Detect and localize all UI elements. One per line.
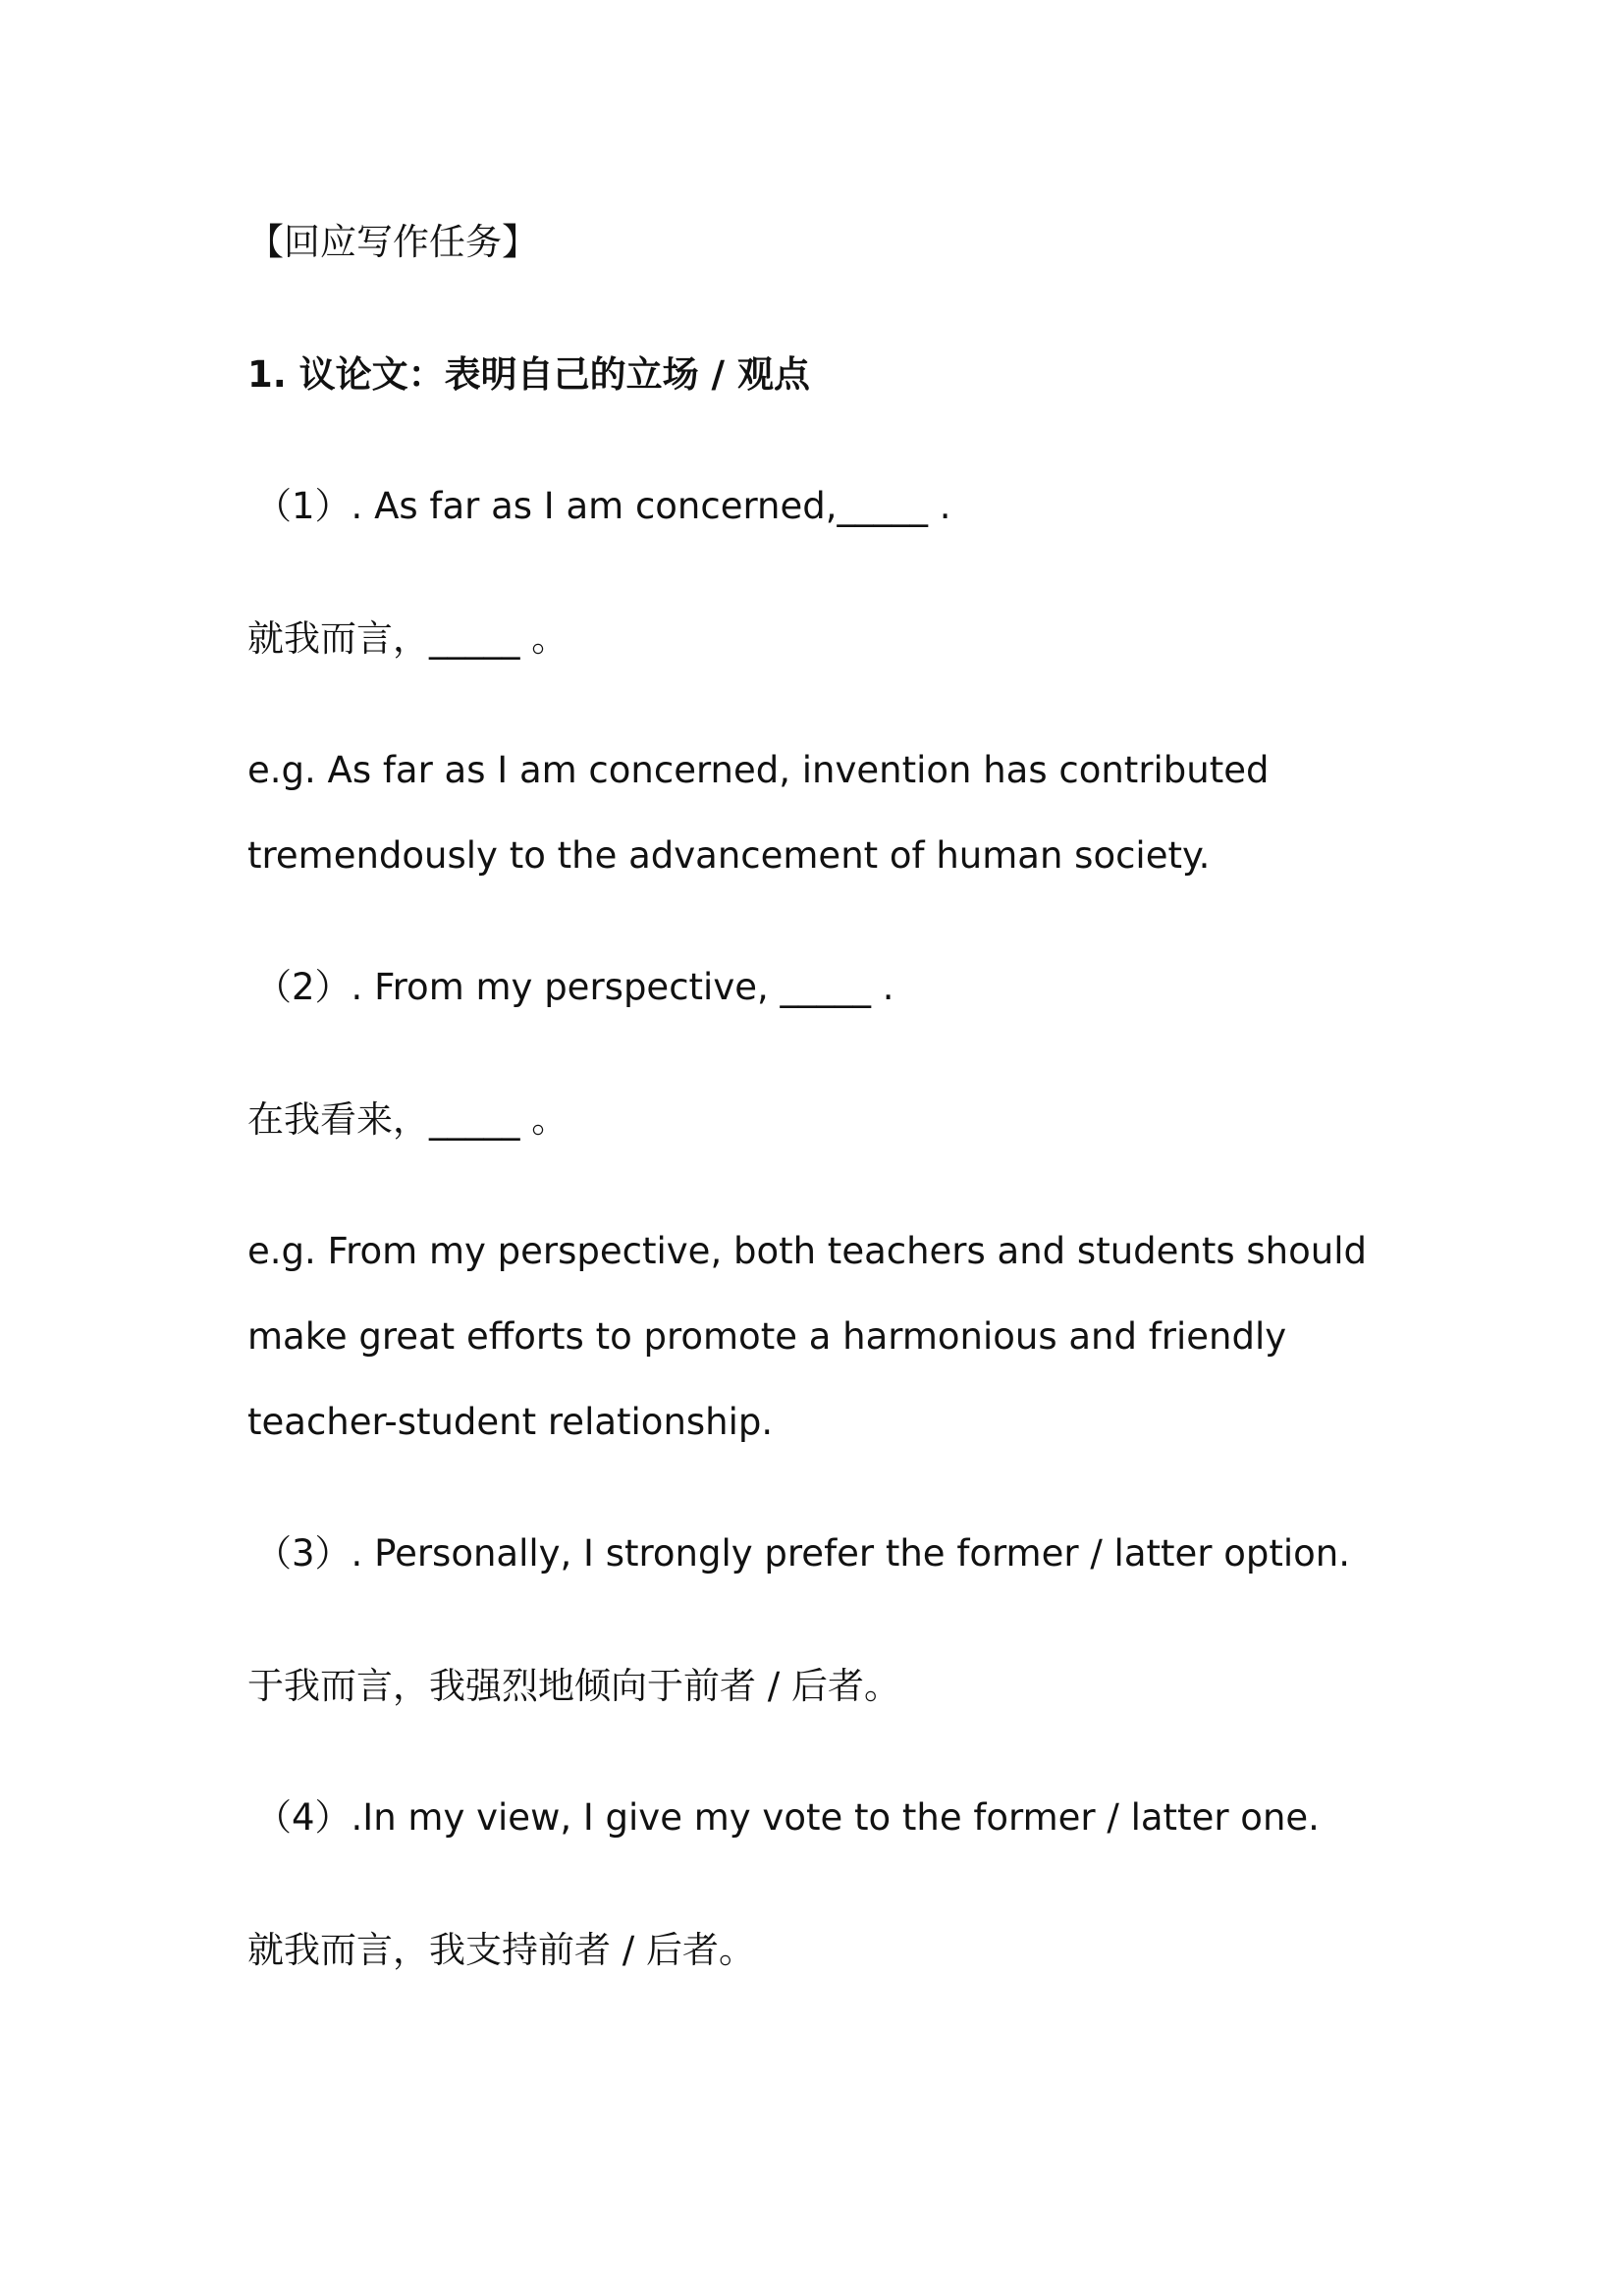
section-header: 【回应写作任务】	[247, 221, 538, 263]
item-1-example-line-1: e.g. As far as I am concerned, invention has contributed	[247, 749, 1270, 791]
item-2-example-line-3: teacher-student relationship.	[247, 1401, 774, 1443]
section-heading: 1. 议论文：表明自己的立场 / 观点	[247, 353, 810, 396]
item-4-sentence	[255, 1793, 1320, 1842]
item-1-sentence	[255, 482, 951, 531]
item-1-translation: 就我而言，_____ 。	[247, 617, 568, 660]
item-1-example-line-2: tremendously to the advancement of human society.	[247, 834, 1211, 877]
item-number: （4）	[255, 1796, 352, 1839]
item-sentence-text: . Personally, I strongly prefer the former / latter option.	[351, 1532, 1351, 1575]
item-number: （3）	[255, 1532, 352, 1575]
item-2-sentence	[255, 963, 894, 1012]
item-2-example-line-1: e.g. From my perspective, both teachers and students should	[247, 1230, 1367, 1272]
item-number: （2）	[255, 966, 352, 1008]
item-sentence-text: .In my view, I give my vote to the former / latter one.	[351, 1796, 1320, 1839]
item-2-translation: 在我看来，_____ 。	[247, 1098, 568, 1141]
item-3-translation: 于我而言，我强烈地倾向于前者 / 后者。	[247, 1665, 900, 1707]
item-2-example-line-2: make great efforts to promote a harmonious and friendly	[247, 1315, 1287, 1358]
item-number: （1）	[255, 485, 352, 527]
item-sentence-text: . As far as I am concerned,_____ .	[351, 485, 951, 527]
item-3-sentence	[255, 1529, 1350, 1578]
item-4-translation: 就我而言，我支持前者 / 后者。	[247, 1929, 755, 1971]
item-sentence-text: . From my perspective, _____ .	[351, 966, 894, 1008]
